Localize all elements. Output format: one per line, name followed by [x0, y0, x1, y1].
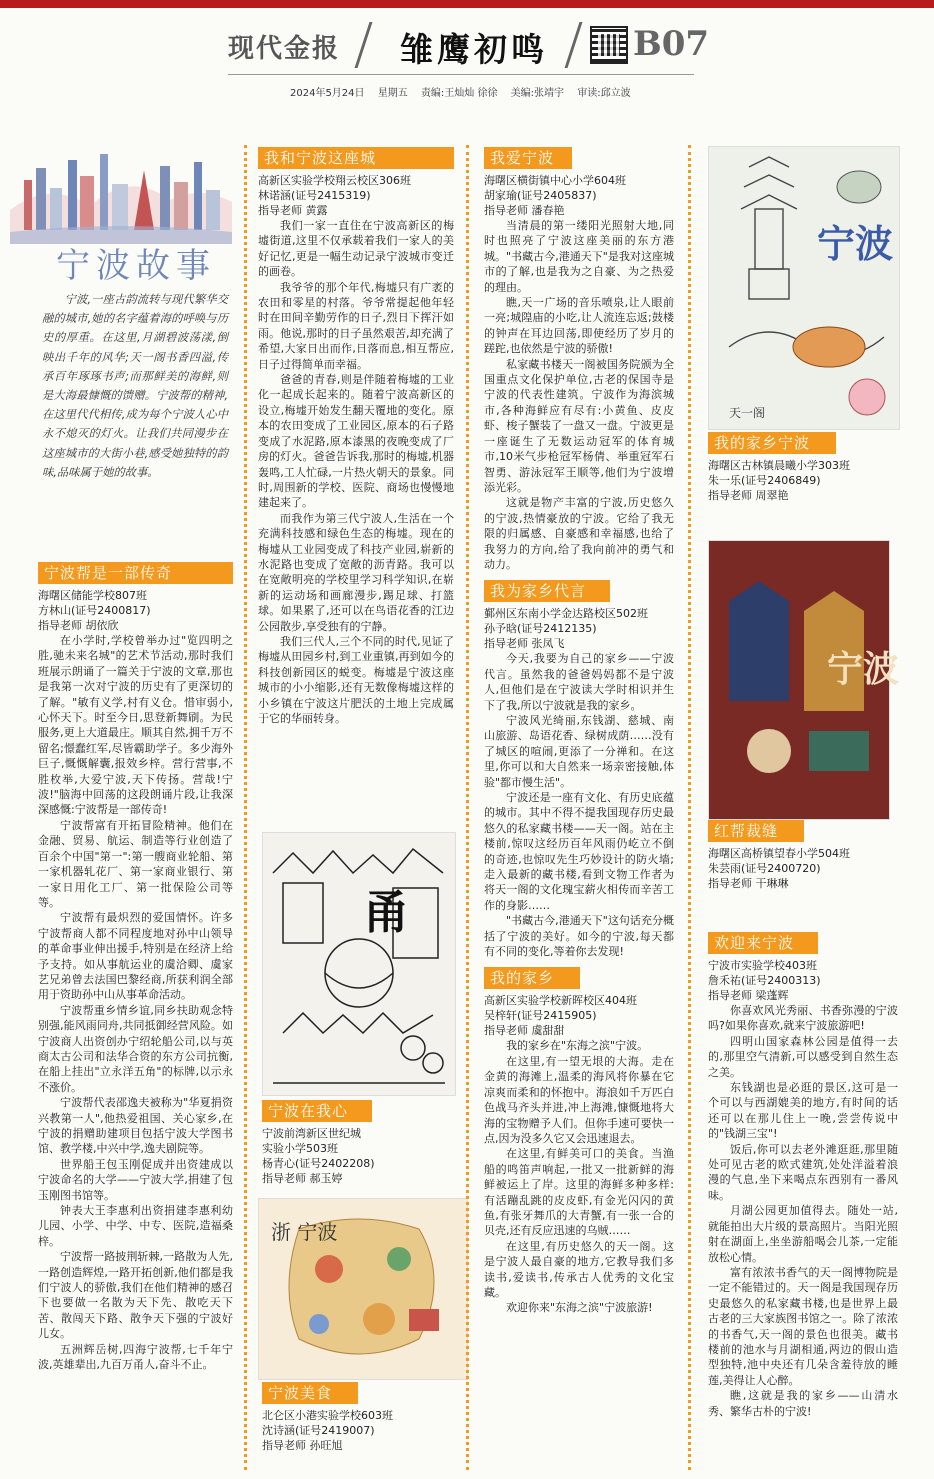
artwork-title: 我的家乡宁波 [708, 432, 836, 454]
paragraph: 这就是物产丰富的宁波,历史悠久的宁波,热情豪放的宁波。它给了我无限的归属感、自豪感和幸福感,也给了我努力的方向,给了我向前冲的勇气和动力。 [484, 496, 674, 571]
caption-food [262, 1380, 454, 1453]
byline [258, 173, 454, 218]
paragraph: 四明山国家森林公园是值得一去的,那里空气清新,可以感受到自然生态之美。 [708, 1034, 898, 1079]
teacher: 指导老师 张凤飞 [484, 637, 565, 651]
article-title: 欢迎来宁波 [708, 932, 818, 954]
teacher: 指导老师 黄露 [258, 204, 328, 217]
paragraph: 当清晨的第一缕阳光照射大地,同时也照亮了宁波这座美丽的东方港城。"书藏古今,港通天下"是我对这座城市的了解,也是我为之自豪、为之热爱的理由。 [484, 219, 674, 294]
artwork-text: 浙 宁波 [271, 1220, 338, 1244]
caption-tailor [708, 818, 898, 891]
paragraph: 在这里,有历史悠久的天一阁。这是宁波人最自豪的地方,它教导我们多读书,爱读书,传承古人优秀的文化宝藏。 [484, 1239, 674, 1299]
paragraph: 欢迎你来"东海之滨"宁波旅游! [506, 1301, 653, 1315]
artwork-ink-drawing [262, 832, 456, 1096]
paragraph: 五洲辉岳树,四海宁波帮,七千年宁波,英雄辈出,九百万甬人,奋斗不止。 [38, 1342, 233, 1372]
paragraph: 爸爸的青春,则是伴随着梅墟的工业化一起成长起来的。随着宁波高新区的设立,梅墟开始发生翻天覆地的变化。原本的农田变成了工业园区,原本的石子路变成了水泥路,原本漆黑的夜晚变成了厂房的灯火。爸爸告诉我,那时的梅墟,机器轰鸣,工人忙碌,一片热火朝天的景象。同时,周围新的学校、医院、商场也慢慢地建起来了。 [258, 373, 454, 510]
ink-drawing-image [263, 833, 455, 1095]
paragraph: 宁波帮富有开拓冒险精神。他们在金融、贸易、航运、制造等行业创造了百余个中国"第一":第一艘商业轮船、第一家机器轧花厂、第一家商业银行、第一家日用化工厂、第一批保险公司等等。 [38, 818, 233, 909]
publication-name: 现代金报 [228, 34, 341, 64]
teacher: 指导老师 郝玉婷 [262, 1172, 343, 1185]
teacher: 指导老师 干琳琳 [708, 877, 789, 890]
paragraph: 我们一家一直住在宁波高新区的梅墟街道,这里不仅承载着我们一家人的美好记忆,更是一幅生动记录宁波城市变迁的画卷。 [258, 219, 454, 279]
teacher: 指导老师 周翠艳 [708, 489, 789, 502]
skyline-illustration [10, 140, 232, 244]
paragraph: "书藏古今,港通天下"这句话充分概括了宁波的美好。如今的宁波,每天都有不同的变化,等着你去发现! [484, 914, 674, 959]
paragraph: 在这里,有一望无垠的大海。走在金黄的海滩上,温柔的海风将你暴在它凉爽而柔和的怀抱中。海浪如千万匹白色战马齐头并进,冲上海滩,慷慨地将大海的宝物赠予人们。但你手速可要快一点,因为没多久它又会迅速退去。 [484, 1054, 674, 1145]
paragraph: 东钱湖也是必逛的景区,这可是一个可以与西湖媲美的地方,有时间的话还可以在那儿住上一晚,尝尝传说中的"钱湖三宝"! [708, 1081, 898, 1141]
author: 朱一乐(证号2406849) [708, 474, 821, 487]
paragraph: 私家藏书楼天一阁被国务院颁为全国重点文化保护单位,古老的保国寺是宁波的代表性建筑。宁波作为海滨城市,各种海鲜应有尽有:小黄鱼、皮皮虾、梭子蟹装了一盘又一盘。宁波更是一座诞生了无数运动冠军的体育城市,10米气步枪冠军杨倩、举重冠军石智勇、游泳冠军王顺等,他们为宁波增添光彩。 [484, 357, 674, 494]
school: 宁波市实验学校403班 [708, 959, 817, 972]
artwork-character: 甬 [363, 885, 409, 939]
class: 实验小学503班 [262, 1142, 338, 1155]
artwork-food-map [258, 1198, 468, 1380]
designer: 美编:张靖宇 [510, 88, 565, 99]
qr-code-icon[interactable] [590, 26, 628, 64]
artwork-tailor [708, 540, 900, 820]
feature-title: 宁波故事 [56, 246, 216, 286]
intro-text: 宁波,一座古韵流转与现代繁华交融的城市,她的名字蕴着海的呼唤与历史的厚重。在这里,月湖碧波荡漾,倒映出千年的风华;天一阁书香四溢,传承百年琢琢书声;而那鲜美的海鲜,则是大海最慷慨的馈赠。宁波帮的精神,在这里代代相传,成为每个宁波人心中永不熄灭的灯火。让我们共同漫步在这座城市的大街小巷,感受她独特的韵味,品味属于她的故事。 [42, 293, 228, 479]
food-map-image [259, 1199, 467, 1379]
caption-hometown [708, 430, 898, 503]
author: 吴梓轩(证号2415905) [484, 1009, 597, 1023]
section-title: 雏鹰初鸣 [400, 30, 548, 69]
author: 方林山(证号2400817) [38, 604, 151, 617]
column-divider [244, 145, 247, 1470]
teacher: 指导老师 虞甜甜 [484, 1024, 565, 1038]
teacher: 指导老师 潘春艳 [484, 204, 565, 217]
teacher: 指导老师 梁蓬辉 [708, 989, 789, 1002]
author: 孙予晗(证号2412135) [484, 622, 597, 636]
pagoda-image [709, 147, 899, 429]
author: 林诺涵(证号2415319) [258, 189, 371, 202]
paragraph: 富有浓浓书香气的天一阁博物院是一定不能错过的。天一阁是我国现存历史最悠久的私家藏书楼,也是世界上最古老的三大家族图书馆之一。除了浓浓的书香气,天一阁的景色也很美。藏书楼前的池水与月湖相通,两边的假山造型独特,池中央还有几朵含羞待放的睡莲,美得让人心醉。 [708, 1265, 898, 1387]
article-title: 我爱宁波 [484, 147, 572, 169]
author: 詹禾祐(证号2400313) [708, 974, 821, 987]
school: 海曙区储能学校807班 [38, 589, 147, 602]
article-welcome [708, 930, 898, 1419]
artwork-title: 红帮裁缝 [708, 820, 804, 842]
page-number: B07 [633, 24, 710, 64]
artwork-title: 宁波美食 [262, 1382, 358, 1404]
artwork-pagoda [708, 146, 900, 430]
teacher: 指导老师 胡依欣 [38, 619, 119, 632]
school: 海曙区高桥镇望春小学504班 [708, 847, 850, 860]
artwork-caption-bg [262, 1094, 454, 1096]
paragraph: 宁波帮代表邵逸夫被称为"华夏捐资兴教第一人",他热爱祖国、关心家乡,在宁波的捐赠助建项目包括宁波大学图书馆、教学楼,中兴中学,逸夫剧院等。 [38, 1096, 233, 1156]
author: 胡家瑜(证号2405837) [484, 189, 597, 202]
paragraph: 瞧,天一广场的音乐喷泉,让人眼前一亮;城隍庙的小吃,让人流连忘返;鼓楼的钟声在耳边回荡,即使经历了岁月的蹉跎,也依然是宁波的骄傲! [484, 296, 674, 356]
column-divider [688, 145, 691, 1470]
header-divider [355, 22, 373, 68]
paragraph: 而我作为第三代宁波人,生活在一个充满科技感和绿色生态的梅墟。现在的梅墟从工业园变成了科技产业园,崭新的水泥路也变成了宽敞的沥青路。我可以在宽敞明亮的学校里学习科学知识,在崭新的运动场和画廊漫步,踢足球、打篮球。如果累了,还可以在鸟语花香的江边公园散步,享受独有的宁静。 [258, 511, 454, 633]
paragraph: 钟表大王李惠利出资捐建李惠利幼儿园、小学、中学、中专、医院,造福桑梓。 [38, 1204, 233, 1248]
paragraph: 我的家乡在"东海之滨"宁波。 [506, 1039, 649, 1053]
school: 鄞州区东南小学金达路校区502班 [484, 607, 648, 621]
date: 2024年5月24日 [290, 88, 365, 99]
article-city-and-me [258, 145, 454, 726]
paragraph: 瞧,这就是我的家乡——山清水秀、繁华古朴的宁波! [708, 1389, 898, 1418]
paragraph: 宁波帮重乡情乡谊,同乡扶助观念特别强,能风雨同舟,共同抵御经营风险。如宁波商人出资创办宁绍轮船公司,以与英商太古公司和法华合资的东方公司抗衡,在船上挂出"立永洋五角"的标牌,以示永不涨价。 [38, 1003, 233, 1094]
proofreader: 审读:邱立波 [577, 88, 631, 99]
school: 宁波前湾新区世纪城 [262, 1127, 361, 1140]
weekday: 星期五 [377, 88, 408, 99]
paragraph: 宁波帮一路披荆斩棘,一路散为人先,一路创造辉煌,一路开拓创新,他们都是我们宁波人的骄傲,我们在他们精神的感召下也要做一名散为天下先、散吃天下苦、散闯天下路、散争天下强的宁波好儿女。 [38, 1250, 233, 1341]
article-title: 我为家乡代言 [484, 580, 610, 602]
paragraph: 宁波还是一座有文化、有历史底蕴的城市。其中不得不提我国现存历史最悠久的私家藏书楼——天一阁。站在主楼前,惊叹这经历百年风雨仍屹立不倒的奇迹,也惊叹先生巧妙设计的防火墙;走入最新的藏书楼,看到文物工作者为将天一阁的文化瑰宝薪火相传而辛苦工作的身影…… [484, 791, 674, 912]
artwork-label: 天一阁 [729, 406, 766, 420]
paragraph: 你喜欢风光秀丽、书香弥漫的宁波吗?如果你喜欢,就来宁波旅游吧! [708, 1004, 898, 1033]
article-title: 我的家乡 [484, 967, 580, 989]
school: 北仑区小港实验学校603班 [262, 1409, 393, 1422]
author: 杨青心(证号2402208) [262, 1157, 375, 1170]
author: 沈诗涵(证号2419007) [262, 1424, 375, 1437]
top-red-bar [0, 0, 934, 8]
paragraph: 宁波帮有最炽烈的爱国情怀。许多宁波帮商人都不同程度地对孙中山领导的革命事业伸出援手,特别是在经济上给予支持。如从事航运业的虞洽卿、虞家艺兄弟曾去法国巴黎经商,所获利润全部用于资助孙中山从事革命活动。 [38, 911, 233, 1002]
tailor-image [709, 541, 900, 819]
school: 高新区实验学校翔云校区306班 [258, 174, 411, 187]
author: 朱芸雨(证号2400720) [708, 862, 821, 875]
article-ningbo-bang [38, 560, 233, 1373]
school: 高新区实验学校新晖校区404班 [484, 994, 637, 1008]
paragraph: 饭后,你可以去老外滩逛逛,那里随处可见古老的欧式建筑,处处洋溢着浪漫的气息,坐下来喝点东西别有一番风味。 [708, 1142, 898, 1202]
artwork-text: 宁波 [827, 648, 900, 690]
caption-my-heart [262, 1098, 454, 1186]
paragraph: 月湖公园更加值得去。随处一站,就能拍出大片级的景高照片。当阳光照射在湖面上,坐坐游船喝会儿茶,一定能放松心情。 [708, 1204, 898, 1264]
artwork-title: 宁波在我心 [262, 1100, 372, 1122]
paragraph: 今天,我要为自己的家乡——宁波代言。虽然我的爸爸妈妈都不是宁波人,但他们是在宁波读大学时相识并生下了我,所以宁波就是我的家乡。 [484, 652, 674, 712]
paragraph: 在这里,有鲜美可口的美食。当渔船的鸣笛声响起,一批又一批新鲜的海鲜被运上了岸。这里的海鲜多种多样:有活蹦乱跳的皮皮虾,有金光闪闪的黄鱼,有张牙舞爪的大青蟹,有一张一合的贝壳,还有反应迅速的乌贼…… [484, 1147, 674, 1238]
column-divider [466, 145, 469, 1470]
school: 海曙区横街镇中心小学604班 [484, 174, 626, 187]
editor: 责编:王灿灿 徐徐 [420, 88, 498, 99]
paragraph: 我爷爷的那个年代,梅墟只有广袤的农田和零星的村落。爷爷常提起他年轻时在田间辛勤劳作的日子,烈日下挥汗如雨。他说,那时的日子虽然艰苦,却充满了希望,大家日出而作,日落而息,相互帮应,日子过得简单而幸福。 [258, 280, 454, 371]
byline [38, 588, 233, 633]
teacher: 指导老师 孙旺旭 [262, 1439, 343, 1452]
paragraph: 在小学时,学校曾举办过"览四明之胜,驰未来名城"的艺术节活动,那时我们班展示朗诵了一篇关于宁波的文章,那也是我第一次对宁波的历史有了更深切的了解。"敏有义学,村有义仓。惜审弱小,心怀天下。时至今日,思登新舞刷。为民服务,更上大道最庄。顺其自然,拥千万不留名;憬蠢红军,尽皆霸助学子。多少海外巨子,慨慨解囊,报效乡梓。营行营事,不胜枚举,大爱宁波,天下传扬。营哉!宁波!"脑海中回荡的这段朗诵片段,让我深深感慨:宁波帮是一部传奇! [38, 634, 233, 817]
article-title: 宁波帮是一部传奇 [38, 562, 233, 584]
header-rule [228, 74, 694, 75]
paragraph: 宁波风光绮丽,东钱湖、慈城、南山旅游、岛语花香、绿树成荫……没有了城区的喧闹,更添了一分禅和。在这里,你可以和大自然来一场亲密接触,体验"都市慢生活"。 [484, 713, 674, 789]
artwork-text: 宁波 [817, 221, 894, 266]
header-divider [565, 22, 583, 68]
header-meta [290, 84, 641, 99]
paragraph: 我们三代人,三个不同的时代,见证了梅墟从田园乡村,到工业重镇,再到如今的科技创新园区的蜕变。梅墟是宁波这座城市的小小缩影,还有无数像梅墟这样的小乡镇在宁波这片肥沃的土地上完成属于它的华丽转身。 [258, 634, 454, 725]
paragraph: 世界船王包玉刚促成并出资建成以宁波命名的大学——宁波大学,捐建了包玉刚图书馆等。 [38, 1157, 233, 1202]
school: 海曙区古林镇晨曦小学303班 [708, 459, 850, 472]
article-love-ningbo [484, 145, 674, 1316]
article-title: 我和宁波这座城 [258, 147, 454, 169]
